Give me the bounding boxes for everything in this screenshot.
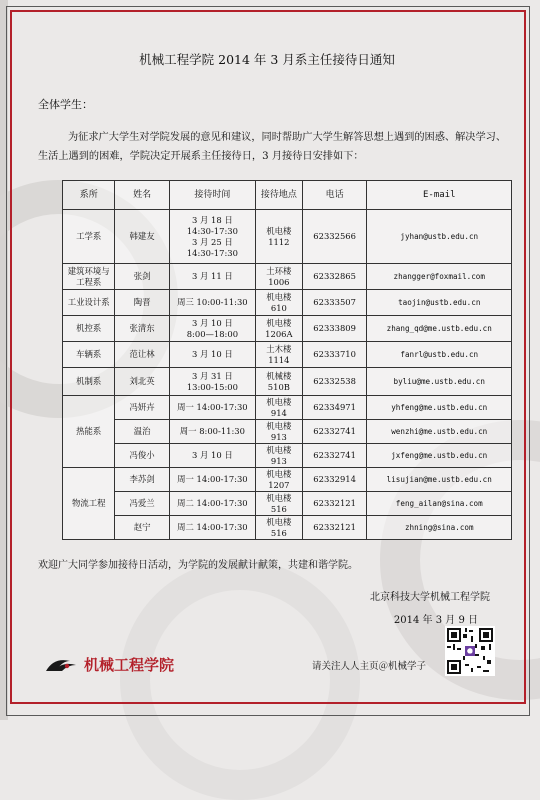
cell-phone: 62332566	[302, 210, 367, 264]
cell-place: 机电楼 610	[255, 290, 302, 316]
cell-email: wenzhi@me.ustb.edu.cn	[367, 420, 512, 444]
logo-text: 机械工程学院	[84, 656, 175, 674]
table-row	[63, 316, 512, 342]
table-row	[63, 468, 512, 492]
cell-place: 机电楼 1112	[255, 210, 302, 264]
cell-name: 赵宁	[115, 516, 169, 540]
cell-place: 机电楼 516	[255, 492, 302, 516]
col-header-name: 姓名	[115, 181, 169, 210]
intro-paragraph: 为征求广大学生对学院发展的意见和建议，同时帮助广大学生解答思想上遇到的困惑、解决学习、生活上遇到的困难，学院决定开展系主任接待日，3 月接待日安排如下：	[38, 132, 507, 162]
cell-name: 冯俊小	[115, 444, 169, 468]
cell-email: zhang_qd@me.ustb.edu.cn	[367, 316, 512, 342]
cell-time: 3 月 10 日 8:00—18:00	[169, 316, 255, 342]
table-row	[63, 420, 512, 444]
cell-time: 3 月 11 日	[169, 264, 255, 290]
closing-text: 欢迎广大同学参加接待日活动，为学院的发展献计献策，共建和谐学院。	[38, 560, 358, 571]
col-header-email: E-mail	[367, 181, 512, 210]
table-row	[63, 492, 512, 516]
cell-place: 机械楼 510B	[255, 368, 302, 396]
table-row	[63, 516, 512, 540]
cell-phone: 62333809	[302, 316, 367, 342]
cell-email: fanrl@ustb.edu.cn	[367, 342, 512, 368]
cell-place: 机电楼 1206A	[255, 316, 302, 342]
cell-name: 冯妍卉	[115, 396, 169, 420]
school-logo	[44, 654, 174, 675]
cell-time: 3 月 10 日	[169, 342, 255, 368]
cell-name: 李苏剑	[115, 468, 169, 492]
cell-time: 周三 10:00-11:30	[169, 290, 255, 316]
table-row	[63, 210, 512, 264]
cell-phone: 62332538	[302, 368, 367, 396]
signature-date: 2014 年 3 月 9 日	[393, 615, 478, 626]
cell-place: 土环楼 1006	[255, 264, 302, 290]
notice-title: 机械工程学院 2014 年 3 月系主任接待日通知	[139, 52, 395, 67]
cell-dept: 工学系	[63, 210, 115, 264]
cell-name: 张剑	[115, 264, 169, 290]
cell-time: 周二 14:00-17:30	[169, 516, 255, 540]
cell-name: 冯爱兰	[115, 492, 169, 516]
cell-email: jxfeng@me.ustb.edu.cn	[367, 444, 512, 468]
col-header-dept: 系所	[63, 181, 115, 210]
cell-time: 周二 14:00-17:30	[169, 492, 255, 516]
table-row	[63, 444, 512, 468]
cell-email: zhning@sina.com	[367, 516, 512, 540]
cell-dept: 热能系	[63, 396, 115, 468]
school-logo-icon	[44, 657, 78, 673]
cell-time: 3 月 10 日	[169, 444, 255, 468]
cell-dept: 建筑环境与工程系	[63, 264, 115, 290]
cell-time: 3 月 18 日 14:30-17:30 3 月 25 日 14:30-17:30	[169, 210, 255, 264]
col-header-phone: 电话	[302, 181, 367, 210]
cell-place: 机电楼 914	[255, 396, 302, 420]
cell-phone: 62334971	[302, 396, 367, 420]
cell-phone: 62332865	[302, 264, 367, 290]
table-row	[63, 290, 512, 316]
col-header-place: 接待地点	[255, 181, 302, 210]
cell-phone: 62332121	[302, 516, 367, 540]
cell-phone: 62332121	[302, 492, 367, 516]
follow-text: 请关注人人主页＠机械学子	[312, 661, 427, 672]
cell-dept: 物流工程	[63, 468, 115, 540]
cell-name: 陶晋	[115, 290, 169, 316]
cell-email: feng_ailan@sina.com	[367, 492, 512, 516]
table-row	[63, 264, 512, 290]
qr-code-icon[interactable]	[445, 626, 495, 676]
cell-email: zhangger@foxmail.com	[367, 264, 512, 290]
cell-time: 周一 8:00-11:30	[169, 420, 255, 444]
cell-phone: 62332741	[302, 444, 367, 468]
cell-place: 机电楼 1207	[255, 468, 302, 492]
schedule-table	[62, 180, 512, 540]
cell-phone: 62332741	[302, 420, 367, 444]
cell-name: 张清东	[115, 316, 169, 342]
cell-name: 温治	[115, 420, 169, 444]
cell-dept: 车辆系	[63, 342, 115, 368]
cell-name: 韩建友	[115, 210, 169, 264]
table-header-row	[63, 181, 512, 210]
table-row	[63, 396, 512, 420]
table-row	[63, 368, 512, 396]
cell-email: lisujian@me.ustb.edu.cn	[367, 468, 512, 492]
cell-email: jyhan@ustb.edu.cn	[367, 210, 512, 264]
cell-time: 3 月 31 日 13:00-15:00	[169, 368, 255, 396]
cell-place: 机电楼 913	[255, 420, 302, 444]
cell-name: 刘北英	[115, 368, 169, 396]
cell-place: 机电楼 516	[255, 516, 302, 540]
cell-phone: 62333710	[302, 342, 367, 368]
col-header-time: 接待时间	[169, 181, 255, 210]
cell-place: 土木楼 1114	[255, 342, 302, 368]
greeting: 全体学生：	[38, 98, 93, 111]
cell-name: 范让林	[115, 342, 169, 368]
cell-dept: 机控系	[63, 316, 115, 342]
cell-time: 周一 14:00-17:30	[169, 468, 255, 492]
signature-org: 北京科技大学机械工程学院	[370, 592, 490, 603]
cell-place: 机电楼 913	[255, 444, 302, 468]
cell-email: byliu@me.ustb.edu.cn	[367, 368, 512, 396]
table-row	[63, 342, 512, 368]
cell-email: taojin@ustb.edu.cn	[367, 290, 512, 316]
cell-time: 周一 14:00-17:30	[169, 396, 255, 420]
cell-email: yhfeng@me.ustb.edu.cn	[367, 396, 512, 420]
cell-phone: 62333507	[302, 290, 367, 316]
cell-dept: 工业设计系	[63, 290, 115, 316]
cell-dept: 机制系	[63, 368, 115, 396]
cell-phone: 62332914	[302, 468, 367, 492]
